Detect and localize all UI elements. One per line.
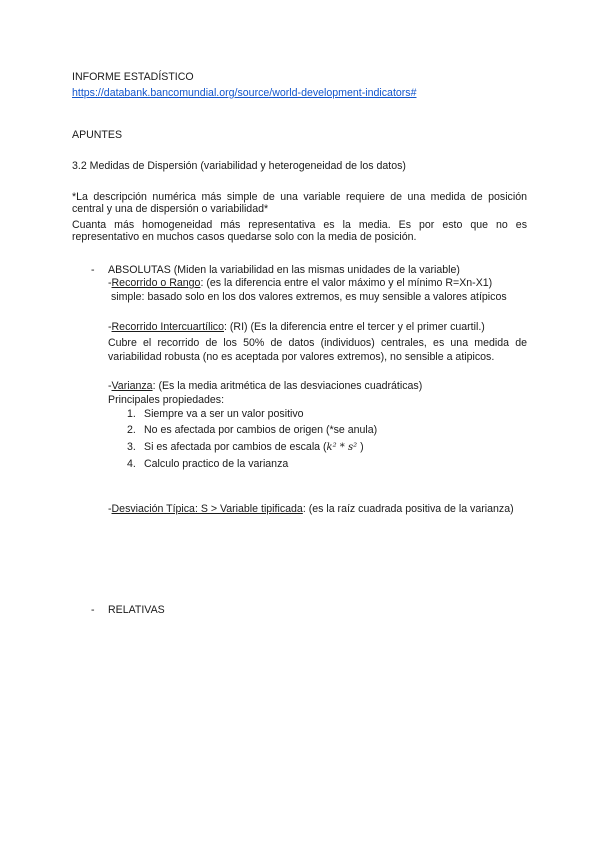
- varianza-props-label: Principales propiedades:: [108, 394, 225, 406]
- rango-term: Recorrido o Rango: [111, 277, 201, 289]
- list-item-suffix: ): [357, 441, 364, 453]
- absolutas-heading: ABSOLUTAS (Miden la variabilidad en las mismas unidades de la variable): [108, 264, 460, 276]
- varianza-desc: : (Es la media aritmética de las desviaciones cuadráticas): [152, 380, 423, 392]
- section-title: 3.2 Medidas de Dispersión (variabilidad y heterogeneidad de los datos): [72, 160, 406, 172]
- relativas-bullet: -: [91, 604, 95, 616]
- intro-note: Cuanta más homogeneidad más representativa es la media. Es por esto que no es representativo en muchos casos quedarse solo con la media de posición.: [72, 219, 527, 244]
- intercuartilico-line: [108, 321, 485, 333]
- varianza-line: [108, 380, 422, 392]
- rango-line2: simple: basado solo en los dos valores extremos, es muy sensible a valores atípicos: [108, 291, 507, 303]
- rango-line: [108, 277, 492, 289]
- relativas-heading: RELATIVAS: [108, 604, 165, 616]
- list-number: 3.: [127, 441, 136, 453]
- varianza-prefix: -: [108, 380, 112, 392]
- rango-desc: : (es la diferencia entre el valor máximo y el mínimo R=Xn-X1): [200, 277, 493, 289]
- desviacion-desc: : (es la raíz cuadrada positiva de la varianza): [302, 503, 514, 515]
- intercuartilico-term: Recorrido Intercuartílico: [111, 321, 224, 333]
- source-link[interactable]: https://databank.bancomundial.org/source/world-development-indicators#: [72, 87, 417, 99]
- list-item-text: Si es afectada por cambios de escala (: [144, 441, 327, 453]
- list-item: Siempre va a ser un valor positivo: [144, 408, 304, 420]
- desviacion-prefix: -: [108, 503, 112, 515]
- absolutas-bullet: -: [91, 264, 95, 276]
- intercuartilico-desc: : (RI) (Es la diferencia entre el tercer y el primer cuartil.): [224, 321, 485, 333]
- report-title: INFORME ESTADÍSTICO: [72, 71, 194, 83]
- list-item: No es afectada por cambios de origen (*se anula): [144, 424, 378, 436]
- intercuartilico-body: Cubre el recorrido de los 50% de datos (individuos) centrales, es una medida de variabilidad robusta (no es aceptada por valores extremos), no sensible a atipicos.: [108, 337, 527, 363]
- apuntes-heading: APUNTES: [72, 129, 123, 141]
- intercuartilico-prefix: -: [108, 321, 112, 333]
- varianza-term: Varianza: [111, 380, 153, 392]
- scale-formula: k² * s²: [326, 442, 358, 453]
- desviacion-paragraph: [108, 502, 527, 516]
- intro-quote: *La descripción numérica más simple de una variable requiere de una medida de posición central y una de dispersión o variabilidad*: [72, 191, 527, 216]
- list-item: Calculo practico de la varianza: [144, 458, 289, 470]
- list-number: 1.: [127, 408, 136, 420]
- list-item: [144, 441, 364, 454]
- desviacion-term: Desviación Típica: S > Variable tipificada: [111, 503, 303, 515]
- rango-prefix: -: [108, 277, 112, 289]
- list-number: 4.: [127, 458, 136, 470]
- list-number: 2.: [127, 424, 136, 436]
